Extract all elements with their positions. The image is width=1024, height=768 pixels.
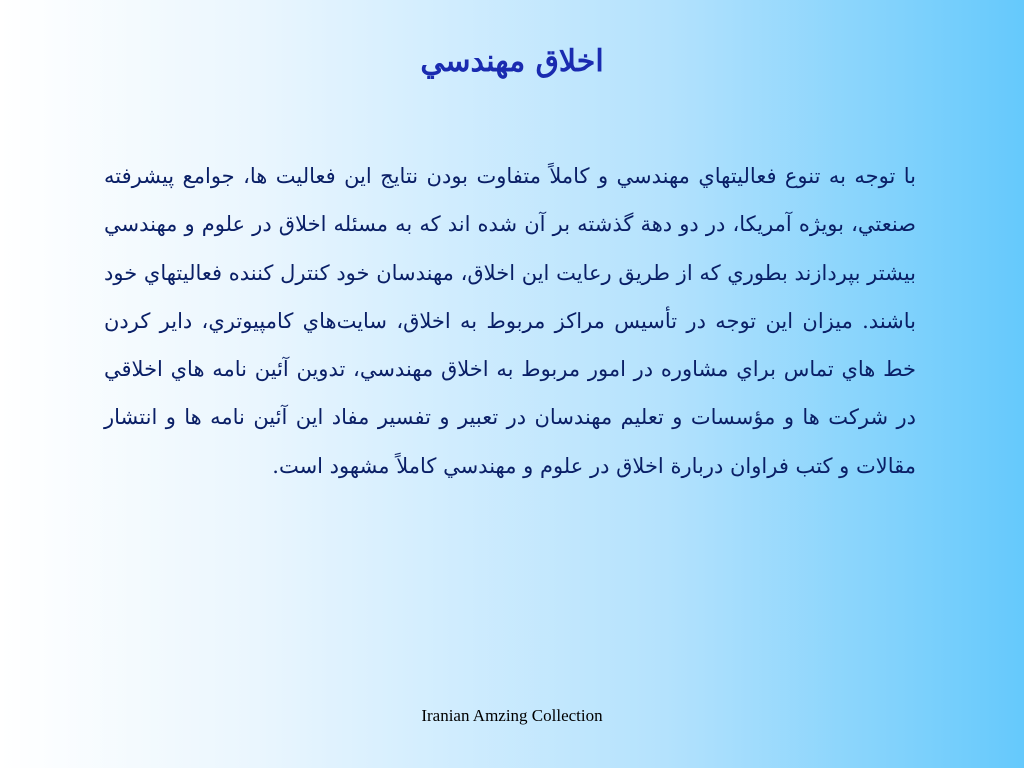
slide-title: اخلاق مهندسي xyxy=(420,44,604,79)
slide-footer: Iranian Amzing Collection xyxy=(421,706,603,725)
slide-body-text: با توجه به تنوع فعاليتهاي مهندسي و كاملاً متفاوت بودن نتايج اين فعاليت ها، جوامع پيشرفته صنعتي، بويژه آمريكا، در دو دهة گذشته بر آن شده اند كه به مسئله اخلاق در علوم و مهندسي بيشتر بپردازند بطوري كه از طريق رعايت اين اخلاق، مهندسان خود كنترل كننده فعاليتهاي خود باشند. ميزان اين توجه در تأسيس مراكز مربوط به اخلاق، سايت‌هاي كامپيوتري، داير كردن خط هاي تماس براي مشاوره در امور مربوط به اخلاق مهندسي، تدوين آئين نامه هاي اخلاقي در شركت ها و مؤسسات و تعليم مهندسان در تعبير و تفسير مفاد اين آئين نامه ها و انتشار مقالات و كتب فراوان دربارة اخلاق در علوم و مهندسي كاملاً مشهود است. xyxy=(104,164,916,478)
